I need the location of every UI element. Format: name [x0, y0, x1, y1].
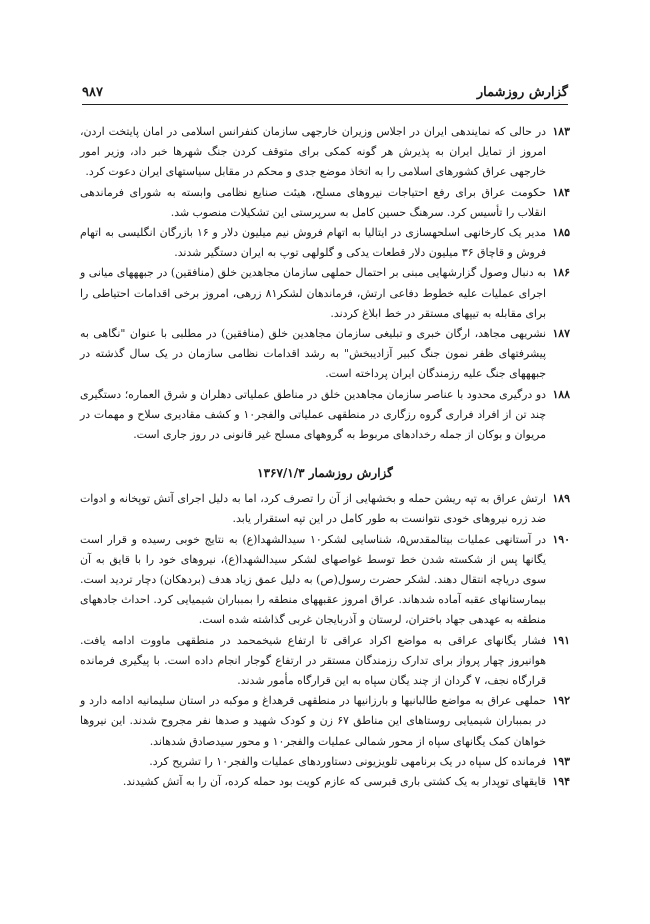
entry-number: ۱۸۶: [552, 266, 570, 280]
entry-text: حملهی عراق به مواضع طالبانیها و بارزانیها در منطقهی قرهداغ و موکبه در استان سلیمانیه ادامه دارد و در بمبباران شیمیایی روستاهای این مناطق ۶۷ زن و کودک شهید و صدها نفر مجروح شدند. این نیروها خواهان کمک یگانهای سپاه از محور شمالی عملیات والفجر۱۰ و محور سیدصادق شدهاند.: [80, 694, 546, 748]
entry-number: ۱۸۷: [552, 327, 570, 341]
report-entry: [80, 324, 570, 385]
entry-number: ۱۹۱: [552, 633, 570, 647]
report-entry: [80, 530, 570, 631]
entry-text: ارتش عراق به تپه ریشن حمله و بخشهایی از آن را تصرف کرد، اما به دلیل اجرای آتش توپخانه و ادوات ضد زره نیروهای خودی نتوانست به طور کامل در این تپه استقرار یابد.: [80, 492, 546, 526]
entry-number: ۱۹۲: [552, 694, 570, 708]
entry-list-bottom: [80, 489, 570, 792]
entry-number: ۱۹۳: [552, 754, 570, 768]
report-entry: [80, 631, 570, 692]
entry-text: فرمانده کل سپاه در یک برنامهی تلویزیونی دستاوردهای عملیات والفجر۱۰ را تشریح کرد.: [149, 754, 546, 768]
entry-text: دو درگیری محدود با عناصر سازمان مجاهدین خلق در مناطق عملیاتی دهلران و شرق العماره؛ دستگیری چند تن از افراد فراری گروه رزگاری در منطقهی عملیاتی والفجر۱۰ و کشف مقادیری سلاح و مهمات در مریوان و بوکان از جمله رخدادهای مربوط به گروههای مسلح غیر قانونی در روز جاری است.: [80, 387, 546, 442]
entry-number: ۱۸۳: [552, 125, 570, 138]
report-entry: [80, 489, 570, 529]
entry-number: ۱۹۰: [552, 532, 570, 546]
section-title: گزارش روزشمار ۱۳۶۷/۱/۳: [257, 466, 393, 481]
entry-number: ۱۹۴: [552, 775, 570, 789]
entry-number: ۱۸۴: [552, 185, 570, 199]
running-title: گزارش روزشمار: [476, 85, 568, 100]
report-entry: [80, 183, 570, 223]
report-entry: [80, 263, 570, 324]
entry-text: فشار یگانهای عراقی به مواضع اکراد عراقی تا ارتفاع شیخمحمد در منطقهی ماووت ادامه یافت. هوانیروز چهار پرواز برای تدارک رزمندگان مستقر در ارتفاع گوجار انجام داده است. با پیگیری فرمانده قرارگاه نجف، ۷ گردان از چند یگان سپاه به این قرارگاه مأمور شدند.: [80, 633, 546, 688]
entry-number: ۱۸۹: [552, 492, 570, 506]
report-entry: [80, 385, 570, 446]
report-entry: [80, 223, 570, 263]
entry-text: مدیر یک کارخانهی اسلحهسازی در ایتالیا به اتهام فروش نیم میلیون دلار و ۱۶ بازرگان انگلیسی به اتهام فروش و قاچاق ۳۶ میلیون دلار قطعات یدکی و گلولهی توپ به ایران دستگیر شدند.: [80, 226, 547, 260]
page-body: [80, 122, 570, 792]
report-entry: [80, 772, 570, 792]
page-header: [82, 78, 568, 105]
entry-text: به دنبال وصول گزارشهایی مبنی بر احتمال حملهی سازمان مجاهدین خلق (منافقین) در جبهههای میانی و اجرای عملیات علیه خطوط دفاعی ارتش، فرماندهان لشکر۸۱ زرهی، امروز برخی اقدامات احتیاطی را برای مقابله به تیپهای مستقر در خط ابلاغ کردند.: [80, 266, 547, 320]
entry-number: ۱۸۵: [552, 226, 570, 240]
entry-text: حکومت عراق برای رفع احتیاجات نیروهای مسلح، هیئت صنایع نظامی وابسته به شورای فرماندهی انقلاب را تأسیس کرد. سرهنگ حسین کامل به سرپرستی این تشکیلات منصوب شد.: [80, 185, 546, 219]
entry-text: در آستانهی عملیات بیتالمقدس۵، شناسایی لشکر۱۰ سیدالشهدا(ع) به نتایج خوبی رسیده و قرار است یگانها پس از شکسته شدن خط توسط غواصهای لشکر سیدالشهدا(ع)، نیروهای خود را با قایق به آن سوی دریاچه انتقال دهند. لشکر حضرت رسول(ص) به دلیل عمق زیاد هدف (بردهکان) دچار تردید است. بیمارستانهای عقبه آماده شدهاند. عراق امروز عقبههای منطقه را بمبباران شیمیایی کرد. احداث جادههای منطقه به عهدهی جهاد باختران، لرستان و آذربایجان غربی گذاشته شده است.: [80, 532, 547, 627]
entry-number: ۱۸۸: [552, 387, 570, 401]
entry-text: قایقهای توپدار به یک کشتی باری قبرسی که عازم کویت بود حمله کرده، آن را به آتش کشیدند.: [122, 775, 546, 789]
report-entry: [80, 691, 570, 752]
entry-list-top: [80, 122, 570, 445]
report-entry: [80, 752, 570, 772]
report-entry: [80, 122, 570, 183]
entry-text: نشریهی مجاهد، ارگان خبری و تبلیغی سازمان مجاهدین خلق (منافقین) در مطلبی با عنوان "نگاهی به پیشرفتهای ظفر نمون جنگ کبیر آزادیبخش" به رشد اقدامات نظامی سازمان در یک سال گذشته در جبهههای جنگ علیه رزمندگان ایران پرداخته است.: [80, 327, 546, 381]
page-number: ۹۸۷: [82, 85, 103, 100]
entry-text: در حالی که نمایندهی ایران در اجلاس وزیران خارجهی سازمان کنفرانس اسلامی در امان پایتخت اردن، امروز از تمایل ایران به پذیرش هر گونه کمکی برای متوقف کردن جنگ شهرها خبر داد، وزیر امور خارجهی عراق کشورهای اسلامی را به اتخاذ موضع جدی و محکم در مقابل سیاستهای ایران دعوت کرد.: [80, 125, 546, 179]
